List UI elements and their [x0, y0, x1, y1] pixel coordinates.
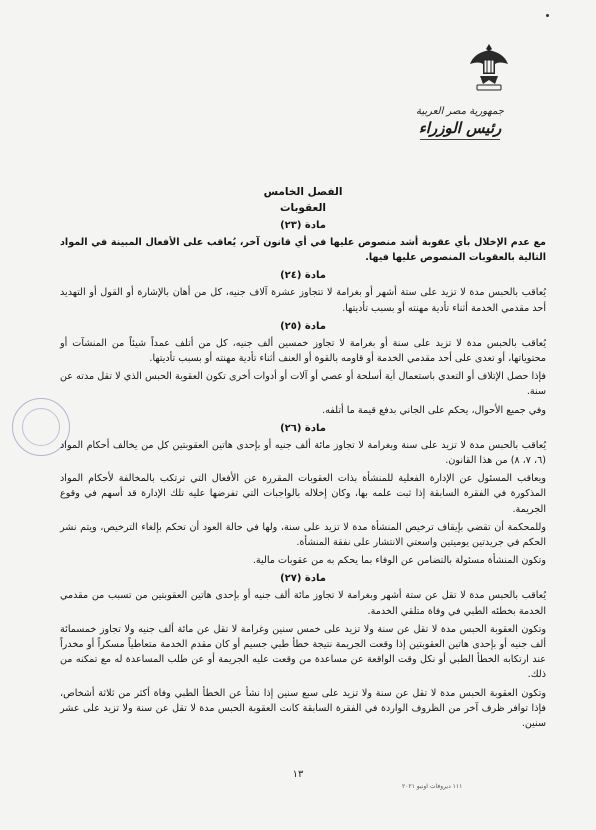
page-number: ١٣	[292, 769, 304, 780]
article-paragraph: فإذا حصل الإتلاف أو التعدي باستعمال أية أسلحة أو عصي أو آلات أو أدوات أخرى تكون العقوبة الحبس الذي لا تقل مدته عن سنة.	[60, 371, 546, 398]
article-paragraph: مع عدم الإخلال بأي عقوبة أشد منصوص عليها في أي قانون آخر، يُعاقب على الأفعال المبينة في المواد التالية بالعقوبات المنصوص عليها فيها.	[60, 237, 546, 264]
eagle-emblem-icon	[468, 40, 510, 92]
article-heading: مادة (٢٣)	[280, 220, 326, 231]
article-paragraph: وتكون المنشأة مسئولة بالتضامن عن الوفاء بما يحكم به من عقوبات مالية.	[252, 555, 546, 567]
footer-note: ١١١ ديروفات اونيو ٢٠٢١	[402, 783, 463, 790]
article-26	[60, 421, 546, 569]
article-paragraph: يُعاقب بالحبس مدة لا تزيد على ستة أشهر أو بغرامة لا تتجاوز عشرة آلاف جنيه، كل من أهان بالإشارة أو القول أو التهديد أحد مقدمي الخدمة أثناء تأدية مهنته أو بسبب تأديتها.	[60, 287, 546, 314]
document-body	[60, 184, 546, 734]
article-27	[60, 571, 546, 731]
letterhead-office: رئيس الوزراء	[418, 119, 502, 137]
article-heading: مادة (٢٧)	[280, 573, 326, 585]
letterhead-underline	[420, 139, 500, 140]
article-paragraph: وتكون العقوبة الحبس مدة لا تقل عن سنة ولا تزيد على خمس سنين وغرامة لا تقل عن مائة ألف جنيه ولا تجاوز خمسمائة ألف جنيه أو بإحدى هاتين العقوبتين إذا وقعت الجريمة نتيجة خطأ طبي جسيم أو كان مقدم الخدمة متعاطياً مسكراً أو مخدراً عند ارتكابه الخطأ الطبي أو نكل وقت الواقعة عن مساعدة من وقعت عليه الجريمة أو عن طلب المساعدة له مع تمكنه من ذلك.	[60, 623, 546, 681]
letterhead	[400, 106, 520, 140]
article-paragraph: يُعاقب بالحبس مدة لا تزيد على سنة وبغرامة لا تجاوز مائة ألف جنيه أو بإحدى هاتين العقوبتين كل من يخالف أحكام المواد (٦، ٧، ٨) من هذا القانون.	[60, 439, 546, 467]
chapter-subtitle: العقوبات	[279, 202, 327, 214]
article-paragraph: ويعاقب المسئول عن الإدارة الفعلية للمنشأة بذات العقوبات المقررة عن الأفعال التي ترتكب بالمخالفة لأحكام المواد المذكورة في الفقرة السابقة إذا ثبت علمه بها، وكان إخلاله بالواجبات التي تفرضها عليه تلك الإدارة قد أسهم في وقوع الجريمة.	[60, 473, 546, 515]
article-paragraph: يُعاقب بالحبس مدة لا تزيد على سنة أو بغرامة لا تجاوز خمسين ألف جنيه، كل من أتلف عمداً شيئاً من المنشآت أو محتوياتها، أو تعدى على أحد مقدمي الخدمة أو قاومه بالقوة أو العنف أثناء تأدية مهنته أو بسبب تأديتها.	[60, 337, 546, 365]
article-paragraph: وفي جميع الأحوال، يحكم على الجاني بدفع قيمة ما أتلفه.	[322, 404, 546, 416]
article-heading: مادة (٢٤)	[280, 270, 326, 282]
article-paragraph: يُعاقب بالحبس مدة لا تقل عن ستة أشهر وبغرامة لا تجاوز مائة ألف جنيه أو بإحدى هاتين العقوبتين من تسبب من مقدمي الخدمة بخطئه الطبي في وفاة متلقي الخدمة.	[60, 590, 546, 617]
article-paragraph: وللمحكمة أن تقضي بإيقاف ترخيص المنشأة مدة لا تزيد على سنة، ولها في حالة العود أن تحكم بإلغاء الترخيص، ويتم نشر الحكم في جريدتين يوميتين واسعتي الانتشار على نفقة المنشأة.	[60, 521, 546, 549]
article-24	[60, 268, 546, 315]
chapter-title: الفصل الخامس	[263, 186, 343, 198]
article-23	[60, 218, 546, 265]
letterhead-country: جمهورية مصر العربية	[416, 106, 504, 117]
article-paragraph: وتكون العقوبة الحبس مدة لا تقل عن سنة ولا تزيد على سبع سنين إذا نشأ عن الخطأ الطبي وفاة أكثر من ثلاثة أشخاص، فإذا توافر ظرف آخر من الظروف الواردة في الفقرة السابقة كانت العقوبة الحبس مدة لا تقل عن سنة ولا تزيد على عشر سنين.	[60, 687, 546, 730]
article-heading: مادة (٢٦)	[280, 422, 326, 434]
article-heading: مادة (٢٥)	[280, 320, 326, 332]
article-25	[60, 319, 546, 418]
scan-speck	[546, 14, 549, 17]
